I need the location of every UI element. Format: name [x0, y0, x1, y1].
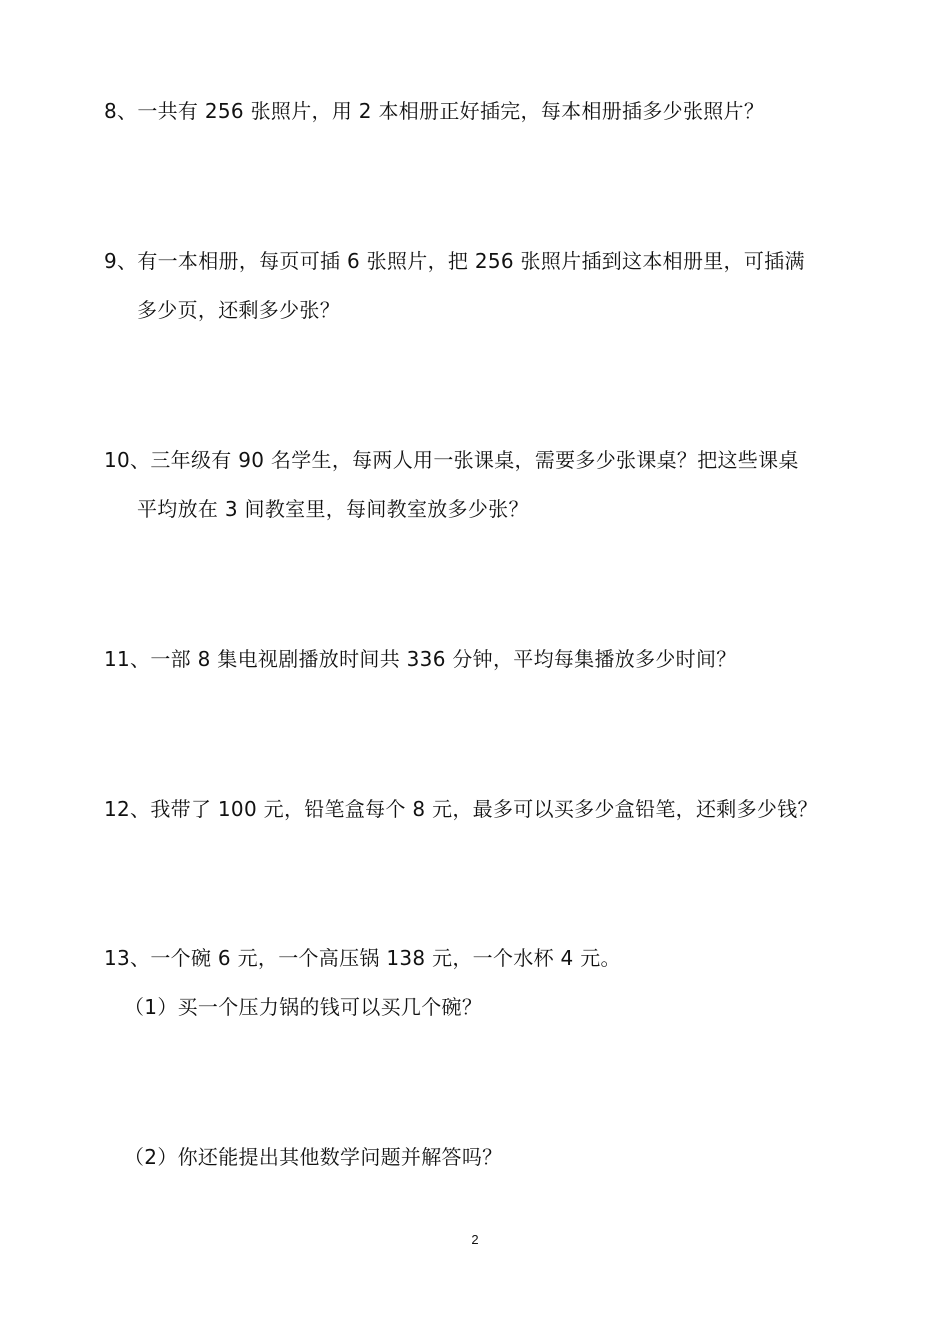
question-9-text: 9、有一本相册，每页可插 6 张照片，把 256 张照片插到这本相册里，可插满 [104, 249, 805, 273]
question-10-text: 10、三年级有 90 名学生，每两人用一张课桌，需要多少张课桌？把这些课桌 [104, 448, 799, 472]
question-13-sub-1: （1）买一个压力锅的钱可以买几个碗？ [124, 995, 483, 1019]
question-8-text: 8、一共有 256 张照片，用 2 本相册正好插完，每本相册插多少张照片？ [104, 99, 765, 123]
question-12-text: 12、我带了 100 元，铅笔盒每个 8 元，最多可以买多少盒铅笔，还剩多少钱？ [104, 797, 818, 821]
question-10-text-continued: 平均放在 3 间教室里，每间教室放多少张？ [137, 497, 529, 521]
question-13-sub-2: （2）你还能提出其他数学问题并解答吗？ [124, 1145, 503, 1169]
question-9-text-continued: 多少页，还剩多少张？ [137, 298, 340, 322]
question-13-text: 13、一个碗 6 元，一个高压锅 138 元，一个水杯 4 元。 [104, 946, 621, 970]
page-number: 2 [471, 1232, 479, 1247]
question-11-text: 11、一部 8 集电视剧播放时间共 336 分钟，平均每集播放多少时间？ [104, 647, 737, 671]
